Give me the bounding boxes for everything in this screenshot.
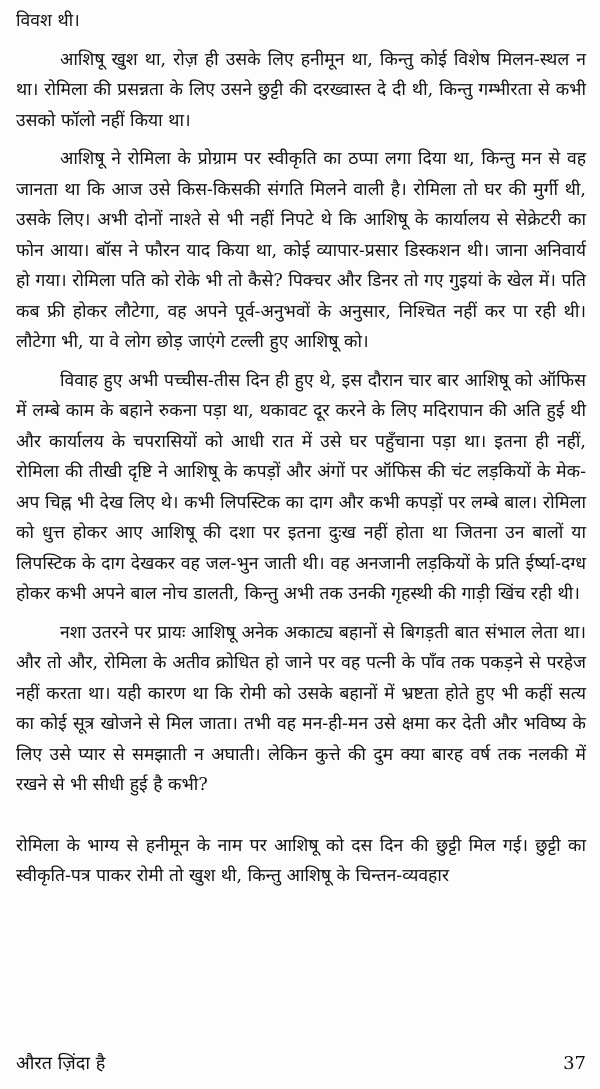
paragraph: विवाह हुए अभी पच्चीस-तीस दिन ही हुए थे, इस दौरान चार बार आशिषू को ऑफिस में लम्बे काम के बहाने रुकना पड़ा था, थकावट दूर करने के लिए मदिरापान की अति हुई थी और कार्यालय के चपरासियों को आधी रात में उसे घर पहुँचाना पड़ा था। इतना ही नहीं, रोमिला की तीखी दृष्टि ने आशिषू के कपड़ों और अंगों पर ऑफिस की चंट लड़कियों के मेक-अप चिह्न भी देख लिए थे। कभी लिपस्टिक का दाग और कभी कपड़ों पर लम्बे बाल। रोमिला को धुत्त होकर आए आशिषू की दशा पर इतना दुःख नहीं होता था जितना उन बालों या लिपस्टिक के दाग देखकर वह जल-भुन जाती थी। वह अनजानी लड़कियों के प्रति ईर्ष्या-दग्ध होकर कभी अपने बाल नोच डालती, किन्तु अभी तक उनकी गृहस्थी की गाड़ी खिंच रही थी। — [16, 370, 586, 604]
paragraph: आशिषू खुश था, रोज़ ही उसके लिए हनीमून था, किन्तु कोई विशेष मिलन-स्थल न था। रोमिला की प्रसन्नता के लिए उसने छुट्टी की दरख्वास्त दे दी थी, किन्तु गम्भीरता से कभी उसको फॉलो नहीं किया था। — [16, 49, 586, 131]
section-break — [16, 809, 586, 831]
running-title: औरत ज़िंदा है — [16, 1053, 106, 1074]
paragraph: रोमिला के भाग्य से हनीमून के नाम पर आशिषू को दस दिन की छुट्टी मिल गई। छुट्टी का स्वीकृति-पत्र पाकर रोमी तो खुश थी, किन्तु आशिषू के चिन्तन-व्यवहार — [16, 835, 586, 886]
page-body — [16, 6, 586, 892]
page-footer — [16, 1051, 586, 1075]
paragraph: विवश थी। — [16, 11, 80, 31]
page-number: 37 — [563, 1053, 586, 1074]
paragraph: नशा उतरने पर प्रायः आशिषू अनेक अकाट्य बहानों से बिगड़ती बात संभाल लेता था। और तो और, रोमिला के अतीव क्रोधित हो जाने पर वह पत्नी के पाँव तक पकड़ने से परहेज नहीं करता था। यही कारण था कि रोमी को उसके बहानों में भ्रष्टता होते हुए भी कहीं सत्य का कोई सूत्र खोजने से मिल जाता। तभी वह मन-ही-मन उसे क्षमा कर देती और भविष्य के लिए उसे प्यार से समझाती न अघाती। लेकिन कुत्ते की दुम क्या बारह वर्ष तक नलकी में रखने से भी सीधी हुई है कभी? — [16, 622, 586, 795]
paragraph: आशिषू ने रोमिला के प्रोग्राम पर स्वीकृति का ठप्पा लगा दिया था, किन्तु मन से वह जानता था कि आज उसे किस-किसकी संगति मिलने वाली है। रोमिला तो घर की मुर्गी थी, उसके लिए। अभी दोनों नाश्ते से भी नहीं निपटे थे कि आशिषू के कार्यालय से सेक्रेटरी का फोन आया। बॉस ने फौरन याद किया था, कोई व्यापार-प्रसार डिस्कशन थी। जाना अनिवार्य हो गया। रोमिला पति को रोके भी तो कैसे? पिक्चर और डिनर तो गए गुइयां के खेल में। पति कब फ्री होकर लौटेगा, वह अपने पूर्व-अनुभवों के अनुसार, निश्चित नहीं कर पा रही थी। लौटेगा भी, या वे लोग छोड़ जाएंगे टल्ली हुए आशिषू को। — [16, 149, 586, 352]
